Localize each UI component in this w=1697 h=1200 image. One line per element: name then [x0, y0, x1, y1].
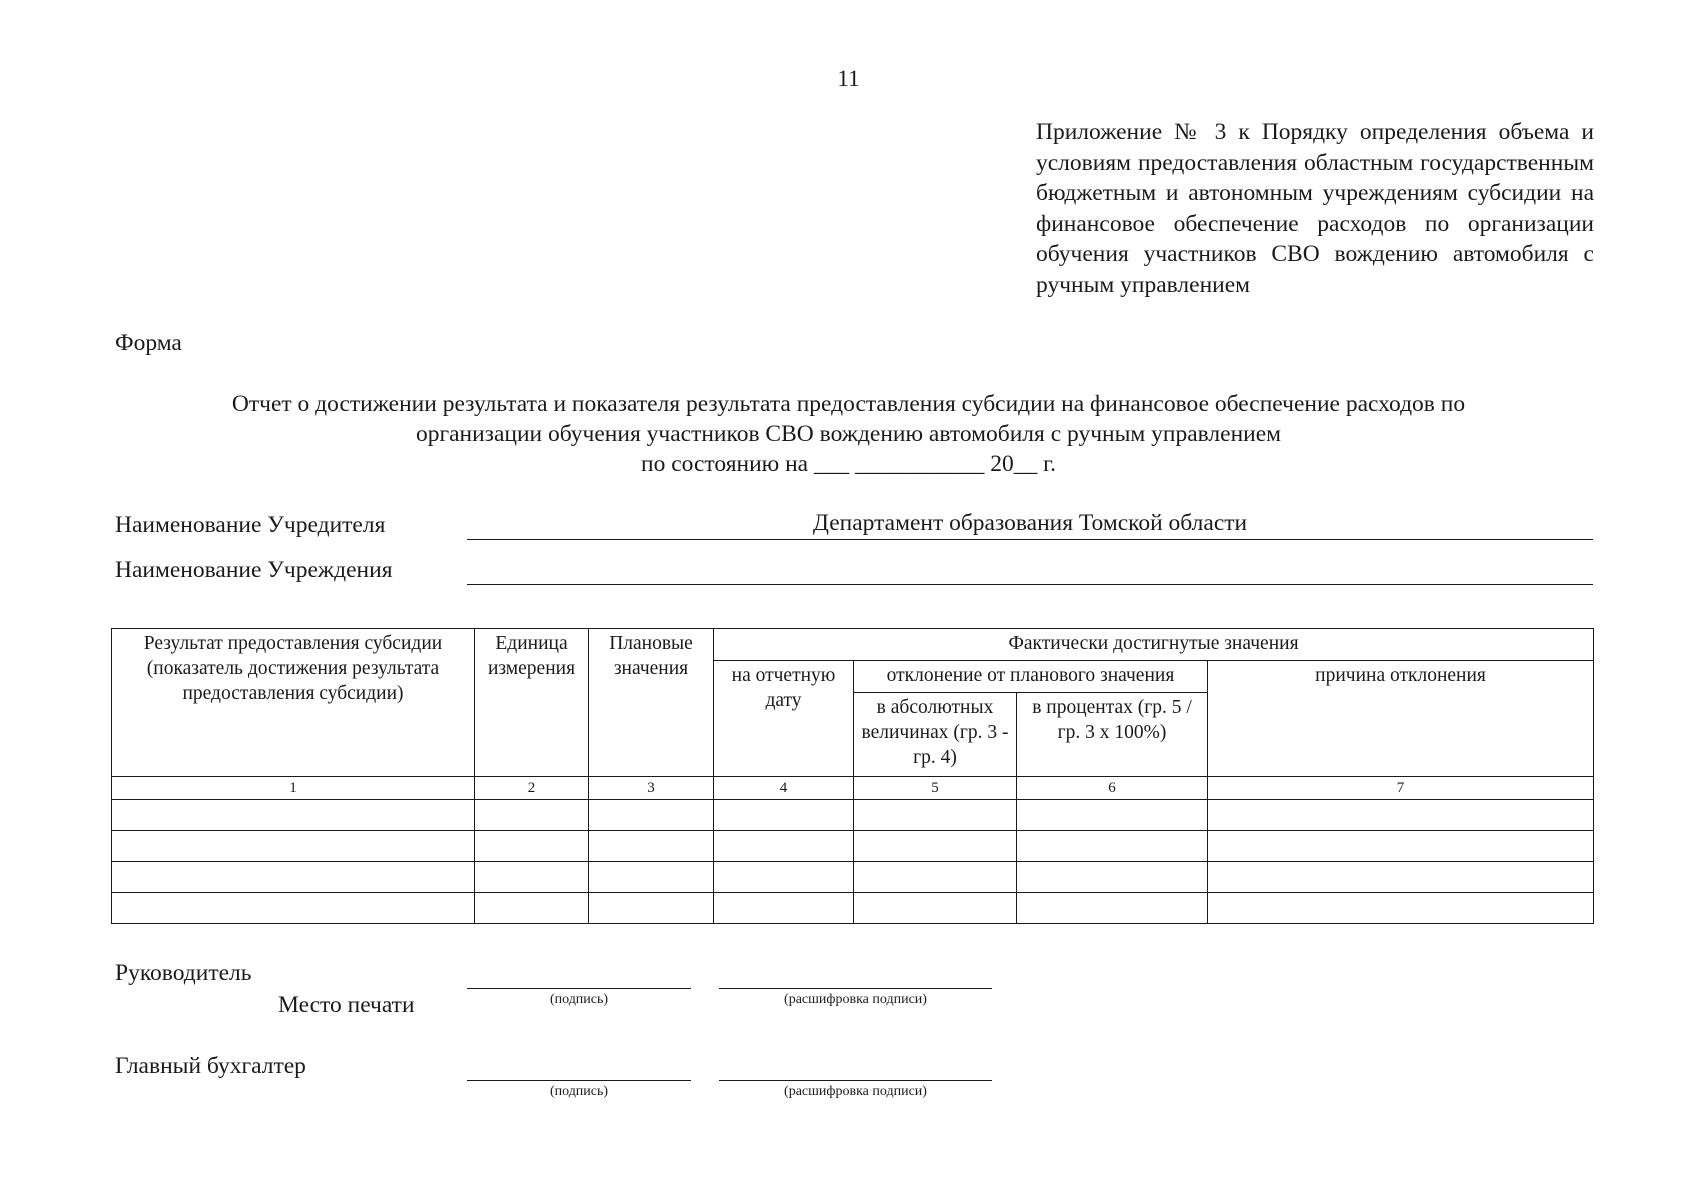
header-deviation-reason: причина отклонения	[1208, 661, 1594, 777]
column-number: 3	[589, 777, 714, 800]
table-cell[interactable]	[589, 893, 714, 924]
table-cell[interactable]	[475, 800, 589, 831]
founder-value: Департамент образования Томской области	[812, 510, 1248, 536]
table-cell[interactable]	[854, 862, 1017, 893]
table-cell[interactable]	[475, 831, 589, 862]
founder-label: Наименование Учредителя	[115, 512, 386, 538]
head-decoding-caption: (расшифровка подписи)	[784, 992, 927, 1007]
table-cell[interactable]	[714, 893, 854, 924]
report-table	[111, 628, 1594, 924]
table-cell[interactable]	[854, 831, 1017, 862]
header-result: Результат предоставления субсидии (показатель достижения результата предоставления субсидии)	[112, 629, 475, 777]
column-number: 5	[854, 777, 1017, 800]
table-cell[interactable]	[475, 893, 589, 924]
table-cell[interactable]	[475, 862, 589, 893]
table-cell[interactable]	[1208, 893, 1594, 924]
table-cell[interactable]	[589, 862, 714, 893]
accountant-decoding-caption: (расшифровка подписи)	[784, 1084, 927, 1099]
institution-field[interactable]	[467, 555, 1593, 585]
stamp-label: Место печати	[278, 992, 415, 1018]
table-cell[interactable]	[714, 862, 854, 893]
report-title	[100, 389, 1597, 479]
column-number-row	[112, 777, 1594, 800]
head-decoding-line[interactable]	[719, 974, 992, 989]
header-deviation: отклонение от планового значения	[854, 661, 1208, 693]
header-unit: Единица измерения	[475, 629, 589, 777]
form-label: Форма	[115, 330, 182, 356]
table-cell[interactable]	[714, 831, 854, 862]
table-row	[112, 831, 1594, 862]
table-cell[interactable]	[112, 831, 475, 862]
table-cell[interactable]	[589, 800, 714, 831]
appendix-note: Приложение № 3 к Порядку определения объема и условиям предоставления областным государственным бюджетным и автономным учреждениям субсидии на финансовое обеспечение расходов по организации обучения участников СВО вождению автомобиля с ручным управлением	[1036, 119, 1594, 298]
column-number: 6	[1017, 777, 1208, 800]
chief-accountant-label: Главный бухгалтер	[115, 1053, 306, 1079]
column-number: 2	[475, 777, 589, 800]
table-row	[112, 893, 1594, 924]
header-actual-group: Фактически достигнутые значения	[714, 629, 1594, 661]
column-number: 1	[112, 777, 475, 800]
report-title-line-2: организации обучения участников СВО вождению автомобиля с ручным управлением	[415, 421, 1282, 447]
table-cell[interactable]	[112, 800, 475, 831]
page-number: 11	[837, 66, 860, 91]
table-cell[interactable]	[854, 800, 1017, 831]
table-cell[interactable]	[1017, 862, 1208, 893]
table-cell[interactable]	[714, 800, 854, 831]
table-cell[interactable]	[1208, 862, 1594, 893]
table-cell[interactable]	[1208, 800, 1594, 831]
table-cell[interactable]	[854, 893, 1017, 924]
table-cell[interactable]	[1017, 800, 1208, 831]
table-row	[112, 862, 1594, 893]
header-percent: в процентах (гр. 5 / гр. 3 x 100%)	[1017, 693, 1208, 777]
table-cell[interactable]	[112, 862, 475, 893]
column-number: 4	[714, 777, 854, 800]
header-absolute: в абсолютных величинах (гр. 3 - гр. 4)	[854, 693, 1017, 777]
table-cell[interactable]	[589, 831, 714, 862]
table-cell[interactable]	[1017, 893, 1208, 924]
institution-label: Наименование Учреждения	[115, 557, 393, 583]
table-cell[interactable]	[1208, 831, 1594, 862]
header-reporting-date: на отчетную дату	[714, 661, 854, 777]
head-label: Руководитель	[115, 960, 252, 986]
table-cell[interactable]	[1017, 831, 1208, 862]
head-signature-caption: (подпись)	[549, 992, 609, 1007]
report-title-line-1: Отчет о достижении результата и показателя результата предоставления субсидии на финансовое обеспечение расходов по	[231, 391, 1466, 417]
accountant-signature-line[interactable]	[467, 1066, 691, 1081]
founder-field[interactable]	[467, 510, 1593, 540]
column-number: 7	[1208, 777, 1594, 800]
accountant-signature-caption: (подпись)	[549, 1084, 609, 1099]
head-signature-line[interactable]	[467, 974, 691, 989]
report-title-date-line: по состоянию на ___ ___________ 20__ г.	[641, 451, 1056, 477]
header-planned: Плановые значения	[589, 629, 714, 777]
table-row	[112, 800, 1594, 831]
table-cell[interactable]	[112, 893, 475, 924]
accountant-decoding-line[interactable]	[719, 1066, 992, 1081]
